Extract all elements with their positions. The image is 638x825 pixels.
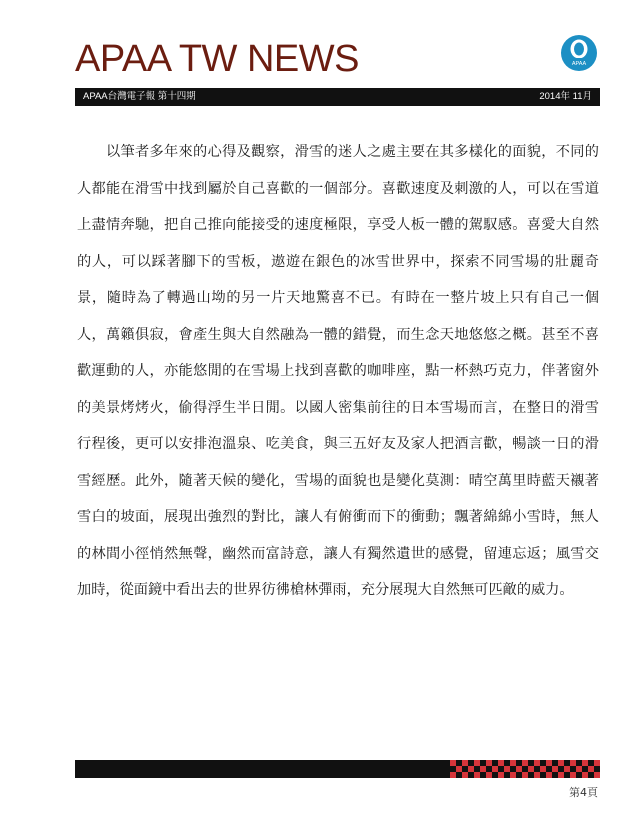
header-bar	[75, 88, 600, 106]
page-number: 第4頁	[569, 786, 598, 799]
checker-pattern	[450, 760, 600, 778]
apaa-logo-icon	[560, 34, 598, 72]
issue-label: APAA台灣電子報 第十四期	[83, 91, 196, 102]
issue-date: 2014年 11月	[539, 91, 592, 102]
logo-text: APAA	[571, 61, 587, 67]
article-paragraph: 以筆者多年來的心得及觀察，滑雪的迷人之處主要在其多樣化的面貌，不同的人都能在滑雪中找到屬於自己喜歡的一個部分。喜歡速度及刺激的人，可以在雪道上盡情奔馳，把自己推向能接受的速度極限，享受人板一體的駕馭感。喜愛大自然的人，可以踩著腳下的雪板，遨遊在銀色的冰雪世界中，探索不同雪場的壯麗奇景，隨時為了轉過山坳的另一片天地驚喜不已。有時在一整片坡上只有自己一個人，萬籟俱寂，會產生與大自然融為一體的錯覺，而生念天地悠悠之概。甚至不喜歡運動的人，亦能悠閒的在雪場上找到喜歡的咖啡座，點一杯熱巧克力，伴著窗外的美景烤烤火，偷得浮生半日閒。以國人密集前往的日本雪場而言，在整日的滑雪行程後，更可以安排泡溫泉、吃美食，與三五好友及家人把酒言歡，暢談一日的滑雪經歷。此外，隨著天候的變化，雪場的面貌也是變化莫測：晴空萬里時藍天襯著雪白的坡面，展現出強烈的對比，讓人有俯衝而下的衝動；飄著綿綿小雪時，無人的林間小徑悄然無聲，幽然而富詩意，讓人有獨然遺世的感覺，留連忘返；風雪交加時，從面鏡中看出去的世界彷彿槍林彈雨，充分展現大自然無可匹敵的威力。	[77, 144, 599, 598]
masthead-title: APAA TW NEWS	[75, 38, 359, 80]
